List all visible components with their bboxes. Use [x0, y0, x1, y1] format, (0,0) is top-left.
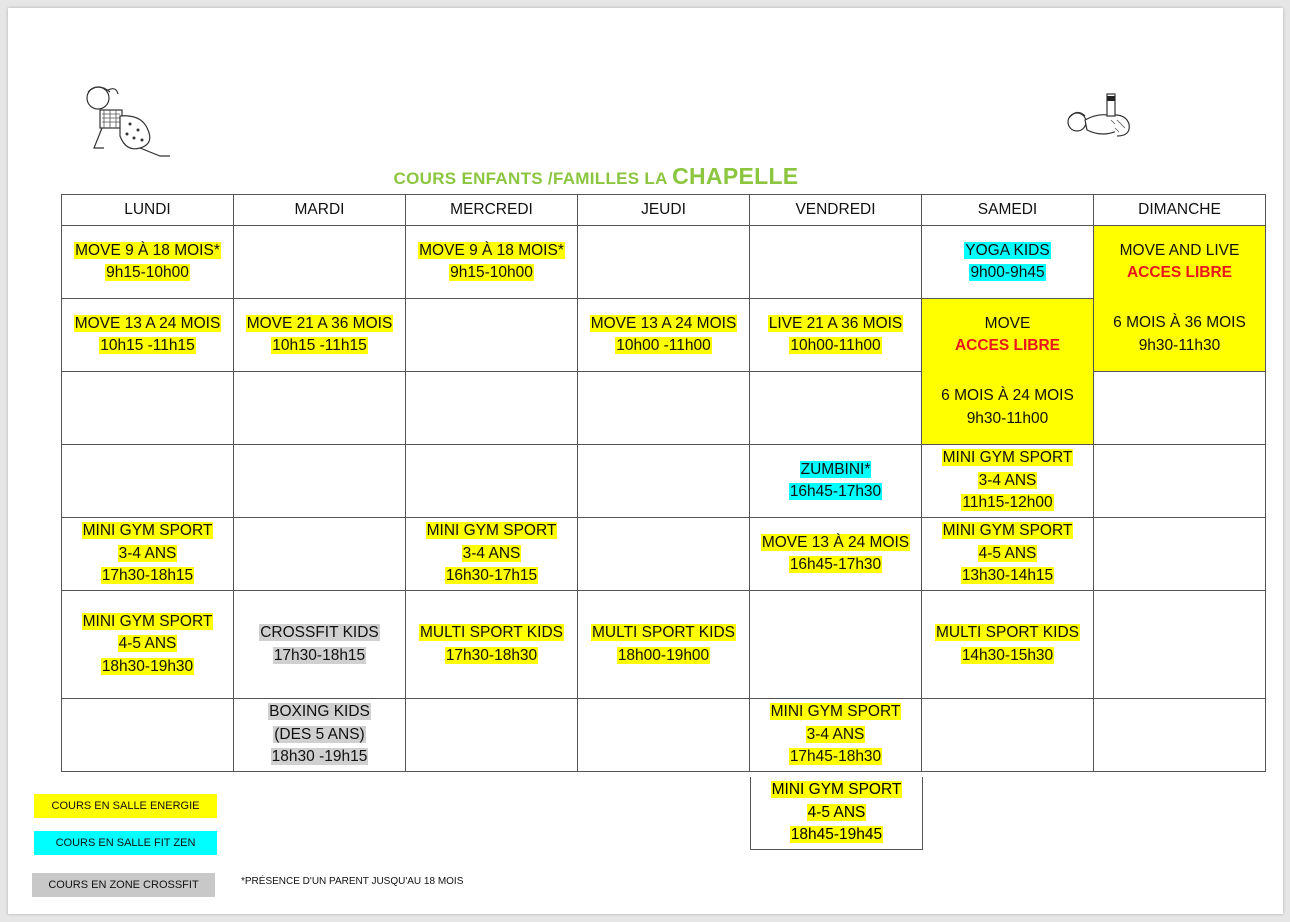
- title-prefix: COURS ENFANTS /FAMILLES LA: [393, 169, 668, 188]
- class-time: 18h00-19h00: [617, 646, 710, 664]
- class-time: 9h30-11h00: [966, 409, 1049, 427]
- class-time: 16h45-17h30: [789, 483, 882, 500]
- class-time: 9h00-9h45: [970, 264, 1045, 281]
- empty-cell: [578, 699, 750, 772]
- access-label: ACCES LIBRE: [954, 337, 1061, 355]
- class-cell: [922, 372, 1094, 445]
- class-cell: [750, 699, 922, 772]
- class-time: 9h15-10h00: [106, 264, 189, 281]
- page-title: [8, 163, 1184, 190]
- table-row: [62, 299, 1266, 372]
- class-name: ZUMBINI*: [800, 460, 871, 478]
- day-header-row: [62, 195, 1266, 226]
- class-name: MINI GYM SPORT: [942, 522, 1073, 540]
- class-name: MOVE 13 A 24 MOIS: [74, 314, 221, 332]
- weekly-schedule-table: [61, 194, 1266, 772]
- legend-fitzen: COURS EN SALLE FIT ZEN: [34, 831, 217, 855]
- class-cell: [406, 226, 578, 299]
- header-vendredi: VENDREDI: [750, 195, 922, 226]
- empty-cell: [406, 372, 578, 445]
- class-cell: [406, 518, 578, 591]
- empty-cell: [578, 445, 750, 518]
- empty-cell: [234, 372, 406, 445]
- empty-cell: [750, 591, 922, 699]
- class-time: 9h30-11h30: [1138, 336, 1221, 354]
- class-cell: [922, 299, 1094, 372]
- empty-cell: [1094, 591, 1266, 699]
- empty-cell: [1094, 372, 1266, 445]
- header-samedi: SAMEDI: [922, 195, 1094, 226]
- class-name: MINI GYM SPORT: [82, 522, 213, 540]
- class-cell: [62, 518, 234, 591]
- class-cell: [62, 226, 234, 299]
- class-name: MULTI SPORT KIDS: [420, 624, 563, 641]
- empty-cell: [1094, 445, 1266, 518]
- class-cell: [578, 299, 750, 372]
- class-name: MULTI SPORT KIDS: [592, 624, 735, 641]
- class-name: MULTI SPORT KIDS: [936, 624, 1079, 641]
- class-name: CROSSFIT KIDS: [260, 624, 379, 641]
- class-name: YOGA KIDS: [965, 241, 1050, 259]
- table-row: [62, 518, 1266, 591]
- table-row: [62, 699, 1266, 772]
- empty-cell: [234, 445, 406, 518]
- class-cell: [234, 591, 406, 699]
- table-row: [62, 445, 1266, 518]
- class-name: MOVE 21 A 36 MOIS: [246, 314, 393, 332]
- empty-cell: [406, 445, 578, 518]
- empty-cell: [750, 226, 922, 299]
- empty-cell: [578, 226, 750, 299]
- class-time: 17h30-18h15: [273, 646, 366, 664]
- class-time: 18h45-19h45: [790, 826, 883, 844]
- table-row: [62, 372, 1266, 445]
- class-name: MOVE 9 À 18 MOIS*: [419, 241, 564, 259]
- class-name: BOXING KIDS: [269, 703, 370, 721]
- class-cell: [922, 518, 1094, 591]
- class-age: 4-5 ANS: [978, 544, 1037, 562]
- class-time: 9h15-10h00: [450, 264, 533, 281]
- class-cell: [922, 591, 1094, 699]
- class-cell: [750, 299, 922, 372]
- class-age: 3-4 ANS: [462, 544, 521, 562]
- class-time: 17h45-18h30: [789, 748, 882, 766]
- class-cell-vendredi-extra: [750, 777, 923, 850]
- class-cell: [750, 445, 922, 518]
- class-age: (DES 5 ANS): [274, 725, 365, 743]
- class-name: MINI GYM SPORT: [426, 522, 557, 540]
- header-lundi: LUNDI: [62, 195, 234, 226]
- class-age: 4-5 ANS: [807, 803, 866, 821]
- class-time: 13h30-14h15: [961, 567, 1054, 585]
- class-time: 18h30-19h30: [101, 657, 194, 675]
- empty-cell: [578, 518, 750, 591]
- class-time: 14h30-15h30: [961, 646, 1054, 664]
- class-name: LIVE 21 A 36 MOIS: [768, 314, 903, 332]
- class-cell: [750, 518, 922, 591]
- empty-cell: [406, 299, 578, 372]
- class-cell: [62, 299, 234, 372]
- empty-cell: [406, 699, 578, 772]
- class-time: 16h45-17h30: [789, 556, 882, 573]
- empty-cell: [234, 518, 406, 591]
- class-name: MINI GYM SPORT: [82, 612, 213, 630]
- class-cell: [922, 226, 1094, 299]
- class-time: 18h30 -19h15: [271, 748, 368, 766]
- class-time: 10h00 -11h00: [616, 337, 711, 354]
- legend-energie: COURS EN SALLE ENERGIE: [34, 794, 217, 818]
- title-place: CHAPELLE: [672, 163, 799, 189]
- class-name: MINI GYM SPORT: [770, 703, 901, 721]
- empty-cell: [1094, 518, 1266, 591]
- class-name: MOVE 9 À 18 MOIS*: [75, 241, 220, 259]
- class-time: 17h30-18h30: [445, 646, 538, 664]
- class-age: 3-4 ANS: [806, 725, 865, 743]
- class-name: MINI GYM SPORT: [771, 781, 902, 799]
- class-time: 10h00-11h00: [790, 337, 881, 354]
- empty-cell: [62, 372, 234, 445]
- child-stretching-illustration: [1063, 90, 1153, 150]
- class-cell: [922, 445, 1094, 518]
- class-cell: [234, 699, 406, 772]
- class-age: 4-5 ANS: [118, 635, 177, 653]
- table-row: [62, 226, 1266, 299]
- class-name: MOVE: [984, 314, 1031, 332]
- access-label: ACCES LIBRE: [1126, 264, 1233, 282]
- legend-crossfit: COURS EN ZONE CROSSFIT: [32, 873, 215, 897]
- class-time: 16h30-17h15: [445, 567, 538, 585]
- class-cell: [62, 591, 234, 699]
- class-time: 10h15 -11h15: [100, 337, 195, 354]
- class-age: 6 MOIS À 36 MOIS: [1113, 314, 1246, 332]
- empty-cell: [922, 699, 1094, 772]
- header-jeudi: JEUDI: [578, 195, 750, 226]
- parent-presence-note: *PRÉSENCE D'UN PARENT JUSQU'AU 18 MOIS: [241, 876, 464, 887]
- class-name: MOVE 13 À 24 MOIS: [761, 533, 910, 551]
- empty-cell: [578, 372, 750, 445]
- header-mardi: MARDI: [234, 195, 406, 226]
- class-cell: [234, 299, 406, 372]
- class-name: MINI GYM SPORT: [942, 449, 1073, 467]
- header-mercredi: MERCREDI: [406, 195, 578, 226]
- class-cell: [578, 591, 750, 699]
- empty-cell: [234, 226, 406, 299]
- child-crawling-illustration: [80, 80, 180, 160]
- class-age: 3-4 ANS: [978, 471, 1037, 489]
- class-cell: [1094, 299, 1266, 372]
- class-name: MOVE 13 A 24 MOIS: [590, 314, 737, 332]
- table-row: [62, 591, 1266, 699]
- empty-cell: [62, 445, 234, 518]
- class-cell: [1094, 226, 1266, 299]
- class-cell: [406, 591, 578, 699]
- class-age: 3-4 ANS: [118, 544, 177, 562]
- empty-cell: [750, 372, 922, 445]
- class-name: MOVE AND LIVE: [1119, 241, 1240, 259]
- empty-cell: [1094, 699, 1266, 772]
- class-age: 6 MOIS À 24 MOIS: [941, 387, 1074, 405]
- class-time: 17h30-18h15: [101, 567, 194, 585]
- header-dimanche: DIMANCHE: [1094, 195, 1266, 226]
- empty-cell: [62, 699, 234, 772]
- class-time: 10h15 -11h15: [272, 337, 367, 354]
- class-time: 11h15-12h00: [962, 494, 1053, 512]
